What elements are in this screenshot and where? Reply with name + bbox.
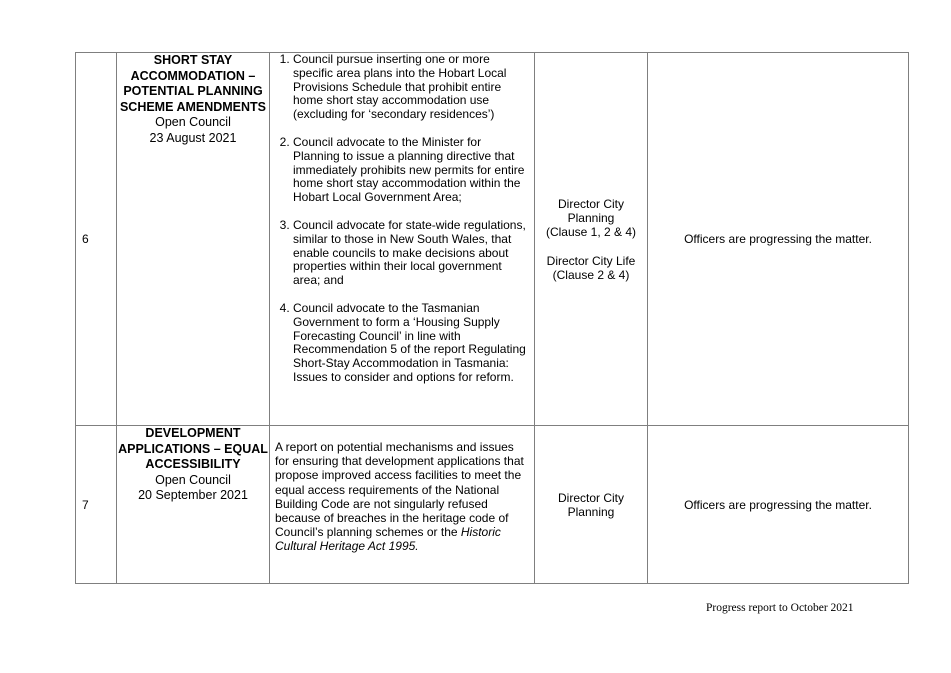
resolution-cell xyxy=(270,53,535,426)
table-row xyxy=(76,53,909,426)
meeting-name: Open Council xyxy=(155,472,231,487)
meeting-date: 23 August 2021 xyxy=(149,130,237,145)
meeting-name: Open Council xyxy=(155,115,231,129)
meeting-date: 20 September 2021 xyxy=(138,488,248,502)
table-row xyxy=(76,426,909,584)
council-resolutions-table xyxy=(75,52,909,584)
responsible-officer-cell: Director City Planning xyxy=(535,426,648,584)
list-item: 4. Council advocate to the Tasmanian Government to form a ‘Housing Supply Forecasting Council’ in line with Recommendation 5 of the report Regulating Short-Stay Accommodation in Tasmania: Issues to consider and options for reform. xyxy=(293,302,528,385)
item-title-cell xyxy=(117,53,270,426)
responsible-secondary-role: Director City Life xyxy=(546,253,636,268)
responsible-officer-cell xyxy=(535,53,648,426)
resolution-list xyxy=(275,53,528,385)
responsible-primary-role: Director City Planning xyxy=(557,196,624,225)
description-body: A report on potential mechanisms and issues for ensuring that development applications that propose improved access facilities to meet the equal access requirements of the National Building Code are not singularly refused because of breaches in the heritage code of Council’s planning schemes or the xyxy=(275,440,524,540)
item-number: 7 xyxy=(76,426,117,584)
item-title: SHORT STAY ACCOMMODATION – POTENTIAL PLANNING SCHEME AMENDMENTS xyxy=(119,53,267,114)
page-footer: Progress report to October 2021 xyxy=(706,602,854,614)
list-item: 3. Council advocate for state-wide regulations, similar to those in New South Wales, that enable councils to make decisions about properties within their local government area; and xyxy=(293,219,528,288)
status-cell: Officers are progressing the matter. xyxy=(648,53,909,426)
responsible-secondary-clauses: (Clause 2 & 4) xyxy=(552,267,630,282)
item-number: 6 xyxy=(76,53,117,426)
item-title: DEVELOPMENT APPLICATIONS – EQUAL ACCESSIBILITY xyxy=(118,426,268,471)
spacer xyxy=(535,239,647,254)
list-item: 1. Council pursue inserting one or more specific area plans into the Hobart Local Provisions Schedule that prohibit entire home short stay accommodation use (excluding for ‘secondary residences’) xyxy=(293,53,528,122)
status-cell: Officers are progressing the matter. xyxy=(648,426,909,584)
list-item: 2. Council advocate to the Minister for Planning to issue a planning directive that immediately prohibits new permits for entire home short stay accommodation within the Hobart Local Government Area; xyxy=(293,136,528,205)
responsible-primary-clauses: (Clause 1, 2 & 4) xyxy=(545,224,637,239)
description-act-title: Historic Cultural Heritage Act 1995. xyxy=(275,525,501,554)
item-title-cell xyxy=(117,426,270,584)
description-cell xyxy=(270,426,535,584)
description-text xyxy=(275,440,528,554)
